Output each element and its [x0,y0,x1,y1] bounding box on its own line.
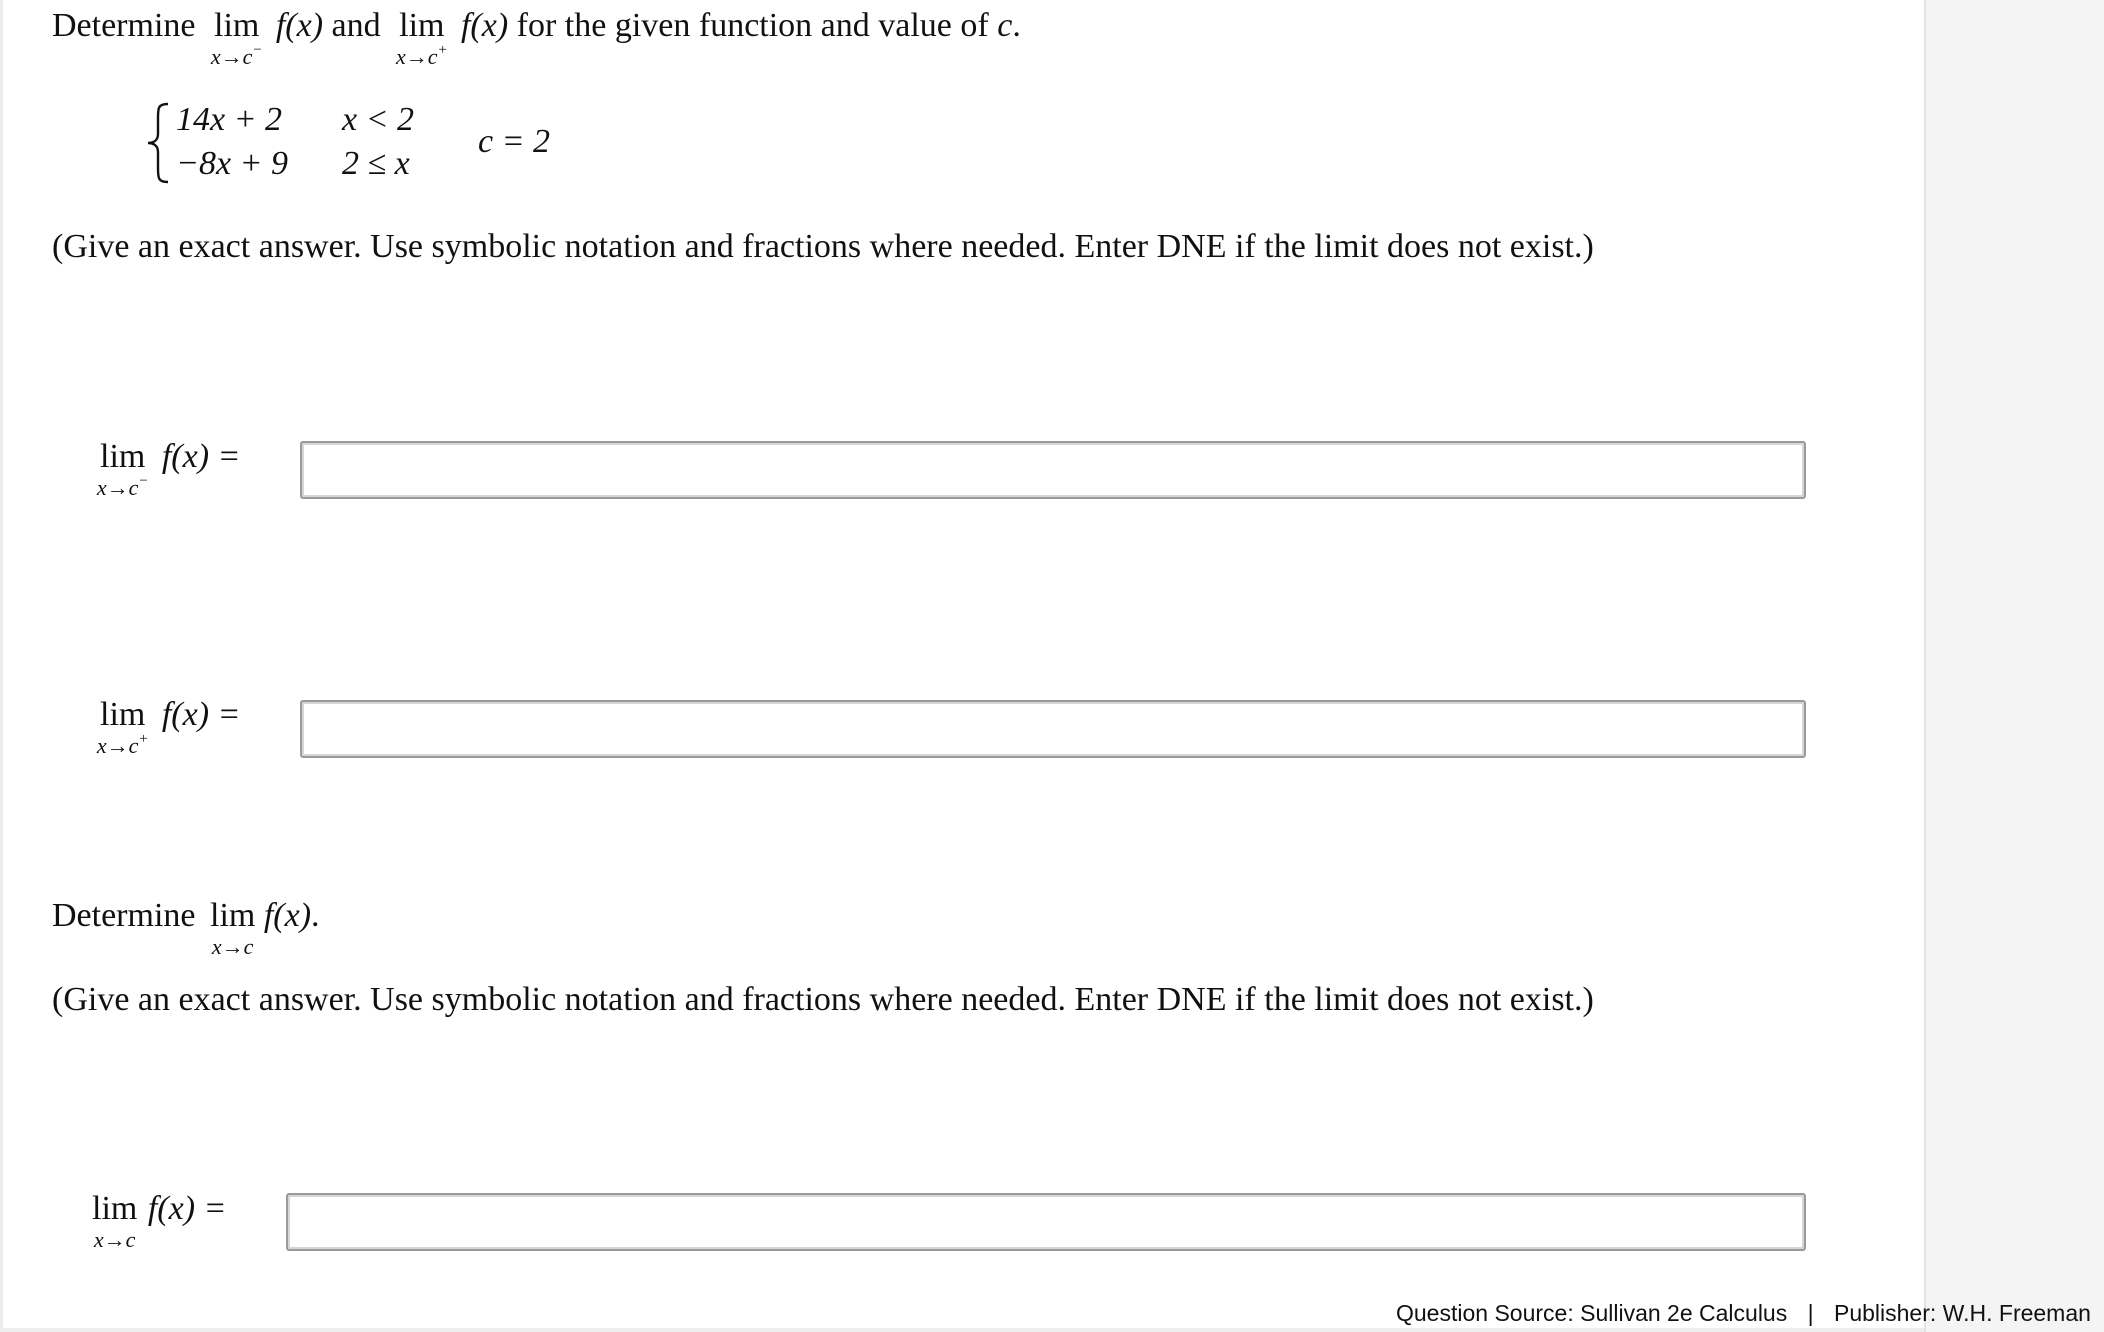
piece-2-expression: −8x + 9 [176,145,288,182]
instruction-2: (Give an exact answer. Use symbolic notation and fractions where needed. Enter DNE if the limit does not exist.) [52,981,1594,1018]
piece-1-expression: 14x + 2 [176,101,283,138]
question-1-prompt: Determine lim x→c− f(x) and lim x→c+ f(x) for the given function and value of c. [52,7,1021,69]
q1-func-1: f(x) [275,7,324,44]
q2-limit-subscript: x→c [211,934,254,959]
footer-separator: | [1807,1300,1814,1326]
left-limit-label [96,437,241,500]
q1-and: and [331,7,381,44]
instruction-1: (Give an exact answer. Use symbolic notation and fractions where needed. Enter DNE if the limit does not exist.) [52,228,1594,265]
c-value: c = 2 [478,123,551,160]
left-limit-subscript: x→c− [96,472,149,500]
right-gutter [1924,0,2104,1332]
q1-left-limit-subscript: x→c− [210,41,263,69]
q1-suffix-var: c [997,7,1013,44]
left-limit-answer-input[interactable] [300,441,1806,499]
q1-prefix: Determine [52,7,196,44]
right-limit-func: f(x) = [161,696,241,733]
two-sided-limit-lim: lim x→c [92,1190,138,1252]
q1-func-2: f(x) [460,7,509,44]
source-value: Sullivan 2e Calculus [1580,1300,1788,1326]
two-sided-limit-func: f(x) = [147,1190,227,1227]
q2-func: f(x) [263,897,312,934]
two-sided-limit-answer-input[interactable] [286,1193,1806,1251]
publisher-label: Publisher: [1834,1300,1937,1326]
q2-limit: lim x→c [210,897,256,959]
source-label: Question Source: [1396,1300,1574,1326]
two-sided-limit-label [92,1189,227,1252]
question-source-footer [1396,1299,2091,1327]
q1-left-limit: lim x→c− [210,7,263,69]
right-limit-subscript: x→c+ [96,730,149,758]
two-sided-limit-subscript: x→c [93,1227,136,1252]
question-2-prompt: Determine lim x→c f(x). [52,897,320,959]
q2-prefix: Determine [52,897,196,934]
left-limit-lim: lim x→c− [96,438,149,500]
right-limit-label [96,695,241,758]
panel-left-edge [0,0,3,1332]
piece-2-condition: 2 ≤ x [342,145,410,182]
left-brace-icon [140,98,174,188]
q1-suffix: for the given function and value of [516,7,989,44]
publisher-value: W.H. Freeman [1942,1300,2091,1326]
piecewise-function [140,98,600,188]
q1-right-limit: lim x→c+ [395,7,448,69]
right-limit-lim: lim x→c+ [96,696,149,758]
right-limit-answer-input[interactable] [300,700,1806,758]
piece-1-condition: x < 2 [342,101,415,138]
q1-right-limit-subscript: x→c+ [395,41,448,69]
panel-bottom-edge [0,1328,1924,1332]
left-limit-func: f(x) = [161,438,241,475]
